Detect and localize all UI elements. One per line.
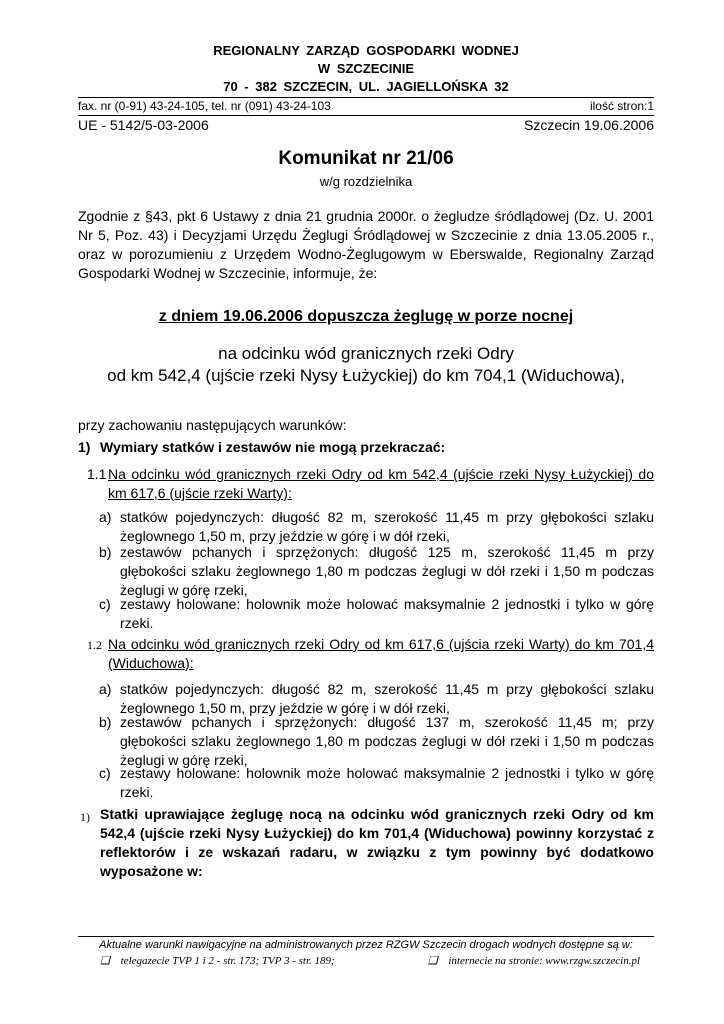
sub1-item-c: zestawy holowane: holownik może holować maksymalnie 2 jednostki i tylko w górę rzeki. [120, 596, 654, 631]
section-line2: od km 542,4 (ujście rzeki Nysy Łużyckiej) do km 704,1 (Widuchowa), [107, 366, 625, 385]
document-subtitle: w/g rozdzielnika [319, 174, 413, 189]
letterhead-line3: 70 - 382 SZCZECIN, UL. JAGIELLOŃSKA 32 [223, 79, 509, 94]
point1-text: Wymiary statków i zestawów nie mogą przekraczać: [100, 439, 446, 455]
letterhead-line2: W SZCZECINIE [317, 61, 415, 76]
footer-divider [78, 936, 654, 937]
footer-note: Aktualne warunki nawigacyjne na administrowanych przez RZGW Szczecin drogach wodnych dostępne są w: [99, 939, 633, 951]
section-line1: na odcinku wód granicznych rzeki Odry [218, 344, 514, 363]
letterhead [78, 42, 654, 96]
document-title: Komunikat nr 21/06 [278, 148, 454, 169]
letterhead-line1: REGIONALNY ZARZĄD GOSPODARKI WODNEJ [213, 43, 519, 58]
bullet-icon: ❑ [427, 955, 438, 967]
sub2-item-c-label: c) [99, 765, 111, 781]
conditions-intro: przy zachowaniu następujących warunków: [78, 417, 347, 433]
sub2-number: 1.2 [87, 638, 102, 652]
header-divider-top [78, 97, 654, 98]
footer-sources [100, 954, 640, 967]
contact-info: fax. nr (0-91) 43-24-105, tel. nr (091) 43-24-103 [78, 99, 331, 113]
footer-web-text: internecie na stronie: www.rzgw.szczecin.pl [448, 955, 640, 967]
sub2-item-b: zestawów pchanych i sprzężonych: długość 137 m, szerokość 11,45 m; przy głębokości szlaku żeglownego 1,80 m podczas żeglugi w dół rzeki i 1,50 m podczas żeglugi w górę rzeki, [120, 714, 654, 768]
intro-paragraph: Zgodnie z §43, pkt 6 Ustawy z dnia 21 grudnia 2000r. o żegludze śródlądowej (Dz. U. 2001 Nr 5, Poz. 43) i Decyzjami Urzędu Żeglugi Śródlądowej w Szczecinie z dnia 13.05.2005 r., oraz w porozumieniu z Urzędem Wodno-Żeglugowym w Eberswalde, Regionalny Zarząd Gospodarki Wodnej w Szczecinie, informuje, że: [78, 208, 654, 281]
footer-tv [100, 954, 335, 967]
sub2-item-a-label: a) [99, 681, 112, 697]
reference-number: UE - 5142/5-03-2006 [78, 117, 209, 133]
sub1-item-a: statków pojedynczych: długość 82 m, szerokość 11,45 m przy głębokości szlaku żeglownego 1,50 m, przy jeździe w górę i w dół rzeki, [120, 509, 654, 544]
headline: z dniem 19.06.2006 dopuszcza żeglugę w porze nocnej [158, 308, 574, 325]
header-divider-bottom [78, 115, 654, 116]
footer-web [428, 954, 640, 967]
sub1-number: 1.1 [87, 466, 107, 482]
place-date: Szczecin 19.06.2006 [524, 117, 654, 133]
sub1-title: Na odcinku wód granicznych rzeki Odry od km 542,4 (ujście rzeki Nysy Łużyckiej) do km 617,6 (ujście rzeki Warty): [108, 466, 654, 501]
sub2-item-c: zestawy holowane: holownik może holować maksymalnie 2 jednostki i tylko w górę rzeki. [120, 765, 654, 800]
sub1-item-b-label: b) [99, 544, 112, 560]
sub1-item-c-label: c) [99, 596, 111, 612]
sub2-item-b-label: b) [99, 714, 112, 730]
point2-text: Statki uprawiające żeglugę nocą na odcinku wód granicznych rzeki Odry od km 542,4 (ujście rzeki Nysy Łużyckiej) do km 701,4 (Widuchowa) powinny korzystać z reflektorów i ze wskazań radaru, w związku z tym powinny być dodatkowo wyposażone w: [100, 806, 654, 879]
sub2-title: Na odcinku wód granicznych rzeki Odry od km 617,6 (ujścia rzeki Warty) do km 701,4 (Widuchowa): [108, 636, 654, 671]
footer-tv-text: telegazecie TVP 1 i 2 - str. 173; TVP 3 - str. 189; [120, 955, 335, 967]
point1-number: 1) [78, 439, 91, 455]
sub1-item-b: zestawów pchanych i sprzężonych: długość 125 m, szerokość 11,45 m przy głębokości szlaku żeglownego 1,80 m podczas żeglugi w dół rzeki i 1,50 m podczas żeglugi w górę rzeki, [120, 544, 654, 598]
contact-row [78, 99, 654, 113]
point2-number: 1) [80, 810, 90, 824]
bullet-icon: ❑ [100, 955, 110, 967]
reference-row [78, 117, 654, 133]
sub2-item-a: statków pojedynczych: długość 82 m, szerokość 11,45 m przy głębokości szlaku żeglownego 1,50 m, przy jeździe w górę i w dół rzeki, [120, 681, 654, 716]
page-count: ilość stron:1 [589, 99, 654, 113]
sub1-item-a-label: a) [99, 509, 112, 525]
